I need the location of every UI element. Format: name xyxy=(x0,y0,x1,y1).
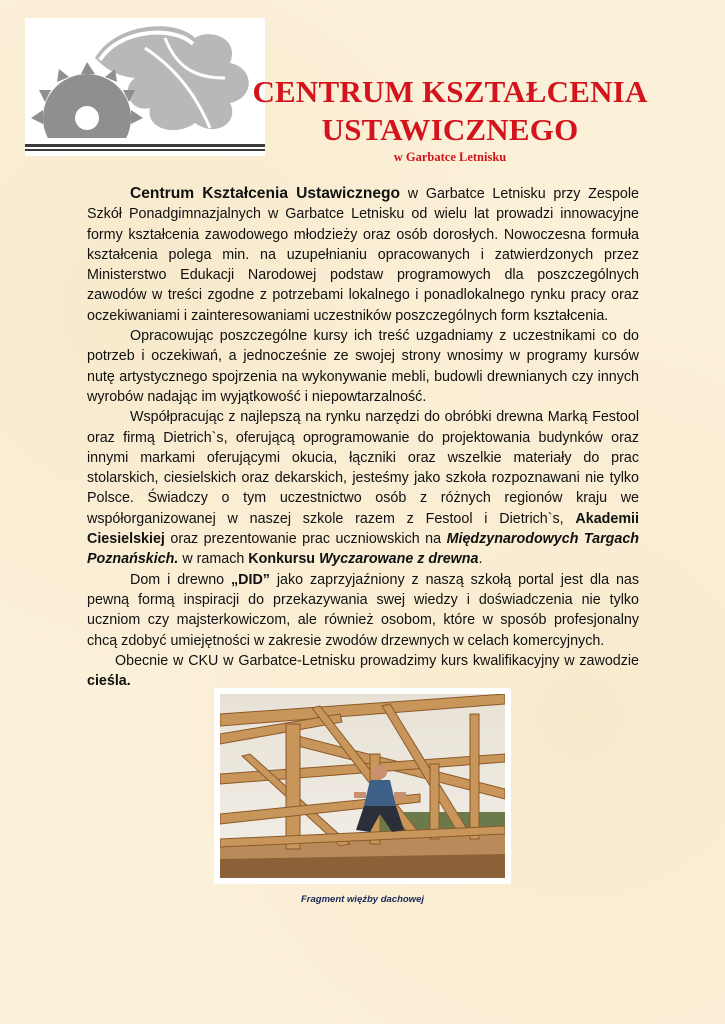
p3-akademia: Akademii Ciesielskiej xyxy=(87,510,639,548)
subtitle: w Garbatce Letnisku xyxy=(393,150,507,164)
p4-text-1: Dom i drewno xyxy=(130,571,232,588)
p3-text-2: oraz prezentowanie prac uczniowskich na xyxy=(164,531,447,548)
paragraph-1 xyxy=(87,184,639,326)
article-body xyxy=(87,184,639,691)
page-title xyxy=(250,73,650,149)
p3-text-5: . xyxy=(478,551,483,568)
roof-truss-photo-icon xyxy=(220,694,505,878)
title-line-2: USTAWICZNEGO xyxy=(321,112,579,147)
p3-text-1: Współpracując z najlepszą na rynku narzędzi do obróbki drewna Marką Festool oraz firmą Dietrich`s, oferującą oprogramowanie do projektowania budynków oraz innymi markami oferującymi okucia, łączniki oraz wszelkie materiały do prac stolarskich, ciesielskich oraz dekarskich, jesteśmy jako szkoła rozpoznawani nie tylko Polsce. Świadczy o tym uczestnictwo osób z różnych regionów kraju we współorganizowanej w naszej szkole razem z Festool i Dietrich`s, xyxy=(87,409,639,527)
p4-did: „DID” xyxy=(231,571,270,588)
paragraph-3 xyxy=(87,407,639,569)
paragraph-5 xyxy=(87,651,639,692)
paragraph-1-text: w Garbatce Letnisku przy Zespole Szkół Ponadgimnazjalnych w Garbatce Letnisku od wielu lat prowadzi innowacyjne formy kształcenia zawodowego młodzieży oraz osób dorosłych. Nowoczesna formuła kształcenia polega min. na uzupełnianiu opracowanych i zatwierdzonych przez Ministerstwo Edukacji Narodowej podstaw programowych dla poszczególnych zawodów w treści zgodne z potrzebami lokalnego i ponadlokalnego rynku pracy oraz oczekiwaniami i zainteresowaniami uczestników poszczególnych form kształcenia. xyxy=(87,186,639,324)
lead-text: Centrum Kształcenia Ustawicznego xyxy=(130,185,401,202)
paragraph-4 xyxy=(87,570,639,651)
p3-konkurs: Konkursu xyxy=(248,551,316,568)
paragraph-2: Opracowując poszczególne kursy ich treść uzgadniamy z uczestnikami co do potrzeb i oczekiwań, a jednocześnie ze swojej strony wnosimy w programy kursów nutę artystycznego spojrzenia na wykonywanie mebli, budowli drewnianych czy innych wyrobów nadając im wyjątkowość i niepowtarzalność. xyxy=(87,328,639,405)
p3-targi: Międzynarodowych Targach Poznańskich. xyxy=(87,531,640,568)
p5-text-1: Obecnie w CKU w Garbatce-Letnisku prowadzimy kurs kwalifikacyjny w zawodzie xyxy=(115,652,639,669)
p5-ciesla: cieśla. xyxy=(87,673,131,690)
p3-text-3: w ramach xyxy=(178,551,249,568)
logo xyxy=(25,18,265,156)
title-line-1: CENTRUM KSZTAŁCENIA xyxy=(252,74,648,109)
p4-text-2: jako zaprzyjaźniony z naszą szkołą portal jest dla nas pewną formą inspiracji do przekazywania swej wiedzy i doświadczenia nie tylko uczniom czy majsterkowiczom, ale również osobom, które w sposób profesjonalny chcą zdobyć umiejętności w zakresie zwodów drzewnych w celach komercyjnych. xyxy=(87,571,640,649)
photo-caption: Fragment więźby dachowej xyxy=(301,894,424,905)
photo-frame xyxy=(214,688,511,884)
saw-blade-and-oak-leaf-logo-icon xyxy=(25,18,265,156)
p3-wyczarowane: Wyczarowane z drewna xyxy=(319,551,479,568)
